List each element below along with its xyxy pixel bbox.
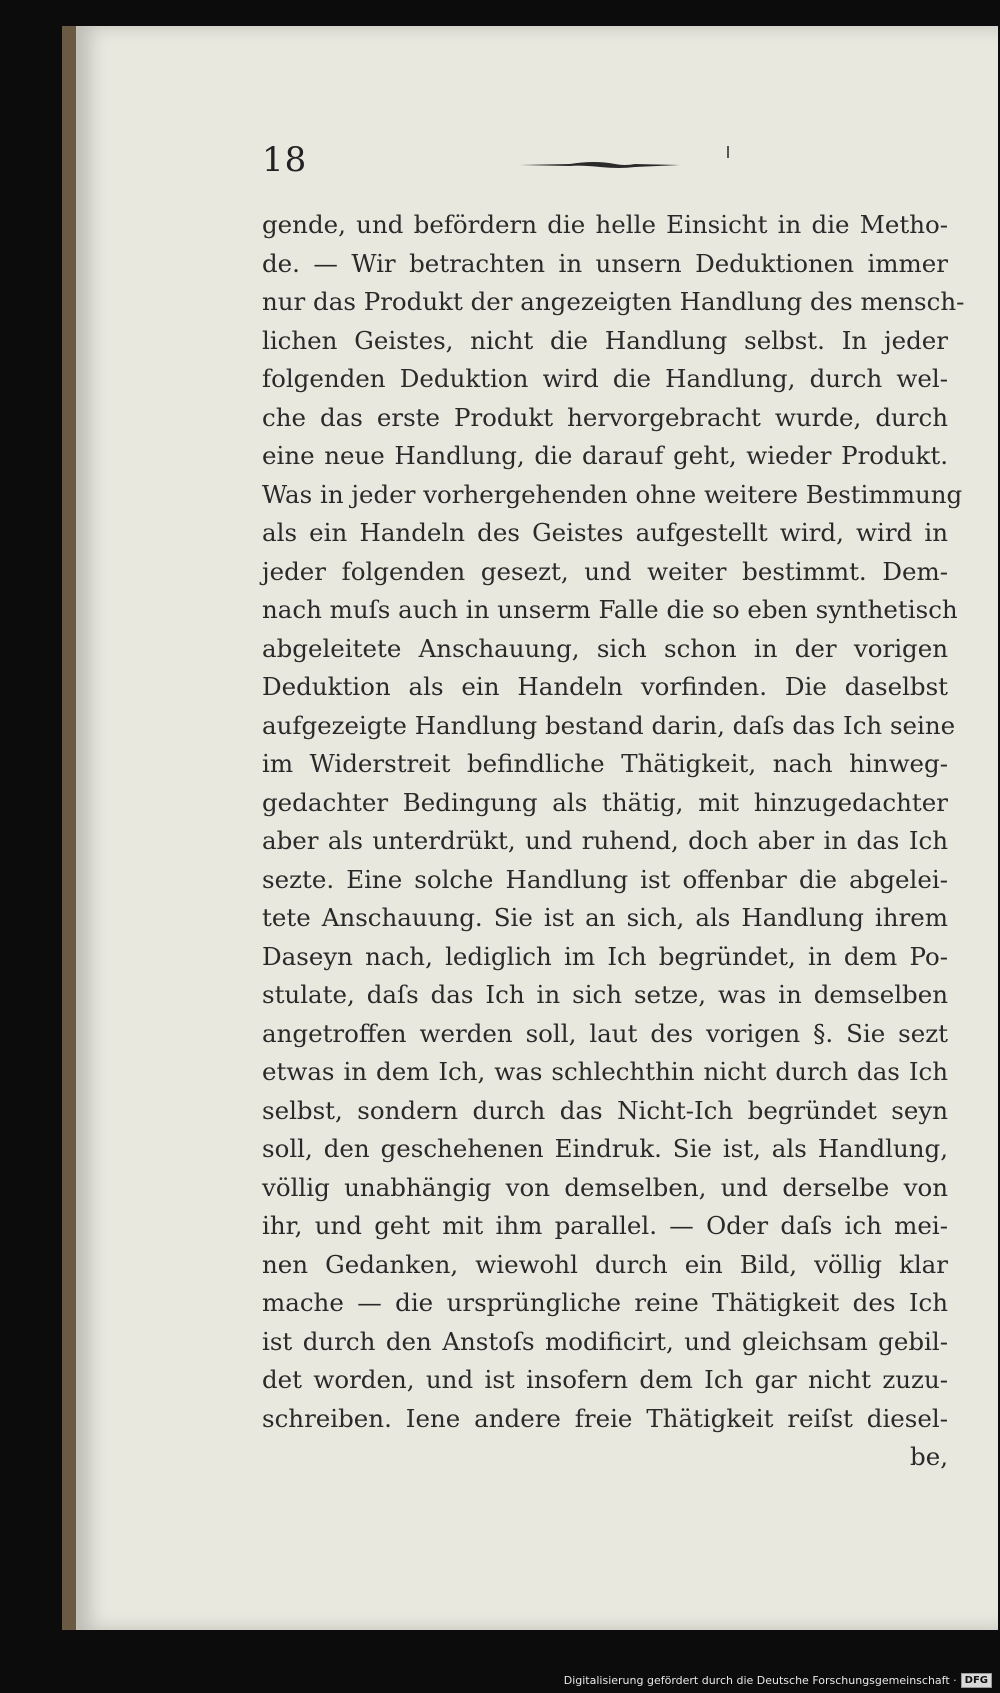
text-line: Was in jeder vorhergehenden ohne weitere Bestimmung: [262, 479, 963, 509]
header-mark: [727, 146, 729, 158]
text-line: im Widerstreit befindliche Thätigkeit, nach hinweg-: [262, 749, 948, 778]
text-line: aber als unterdrükt, und ruhend, doch aber in das Ich: [262, 826, 948, 855]
text-line: folgenden Deduktion wird die Handlung, durch wel-: [262, 364, 948, 393]
text-line: ist durch den Anstoſs modificirt, und gleichsam gebil-: [262, 1326, 948, 1356]
text-line: selbst, sondern durch das Nicht-Ich begründet seyn: [262, 1095, 948, 1125]
text-line: jeder folgenden gesezt, und weiter bestimmt. Dem-: [262, 556, 948, 586]
text-line: etwas in dem Ich, was schlechthin nicht durch das Ich: [262, 1057, 948, 1086]
text-line: sezte. Eine solche Handlung ist offenbar die abgelei-: [262, 864, 948, 894]
text-line: angetroffen werden soll, laut des vorigen §. Sie sezt: [262, 1018, 948, 1048]
page-number: 18: [262, 140, 308, 180]
text-line: gedachter Bedingung als thätig, mit hinzugedachter: [262, 787, 948, 817]
text-line: völlig unabhängig von demselben, und derselbe von: [262, 1172, 948, 1202]
catchword: be,: [910, 1442, 948, 1471]
text-line: abgeleitete Anschauung, sich schon in der vorigen: [262, 633, 948, 663]
text-line: nen Gedanken, wiewohl durch ein Bild, völlig klar: [262, 1249, 948, 1279]
text-line: lichen Geistes, nicht die Handlung selbst. In jeder: [262, 325, 948, 355]
text-line: stulate, daſs das Ich in sich setze, was in demselben: [262, 980, 948, 1009]
text-line: eine neue Handlung, die darauf geht, wieder Produkt.: [262, 441, 948, 470]
text-line: gende, und befördern die helle Einsicht in die Metho-: [262, 210, 948, 239]
text-line: soll, den geschehenen Eindruk. Sie ist, als Handlung,: [262, 1134, 948, 1163]
text-line: mache — die ursprüngliche reine Thätigkeit des Ich: [262, 1288, 948, 1317]
text-line: de. — Wir betrachten in unsern Deduktionen immer: [262, 248, 948, 278]
footer: [564, 1673, 992, 1688]
footer-credit: Digitalisierung gefördert durch die Deutsche Forschungsgemeinschaft ·: [563, 1674, 957, 1687]
text-line: ihr, und geht mit ihm parallel. — Oder daſs ich mei-: [262, 1211, 948, 1240]
text-line: nur das Produkt der angezeigten Handlung des mensch-: [262, 287, 965, 316]
body-text: [262, 206, 965, 1477]
text-line: aufgezeigte Handlung bestand darin, daſs das Ich seine: [262, 710, 956, 740]
dfg-logo: DFG: [961, 1673, 992, 1688]
text-line: det worden, und ist insofern dem Ich gar nicht zuzu-: [262, 1365, 948, 1394]
text-line: schreiben. Iene andere freie Thätigkeit reiſst diesel-: [262, 1403, 948, 1433]
text-line: als ein Handeln des Geistes aufgestellt wird, wird in: [262, 518, 948, 547]
text-line: Daseyn nach, lediglich im Ich begründet, in dem Po-: [262, 941, 948, 971]
header-ornament-rule: [520, 160, 680, 170]
text-line: tete Anschauung. Sie ist an sich, als Handlung ihrem: [262, 903, 948, 932]
text-line: che das erste Produkt hervorgebracht wurde, durch: [262, 402, 948, 432]
text-line: Deduktion als ein Handeln vorfinden. Die daselbst: [262, 672, 948, 701]
text-line: nach muſs auch in unserm Falle die so eben synthetisch: [262, 595, 958, 624]
